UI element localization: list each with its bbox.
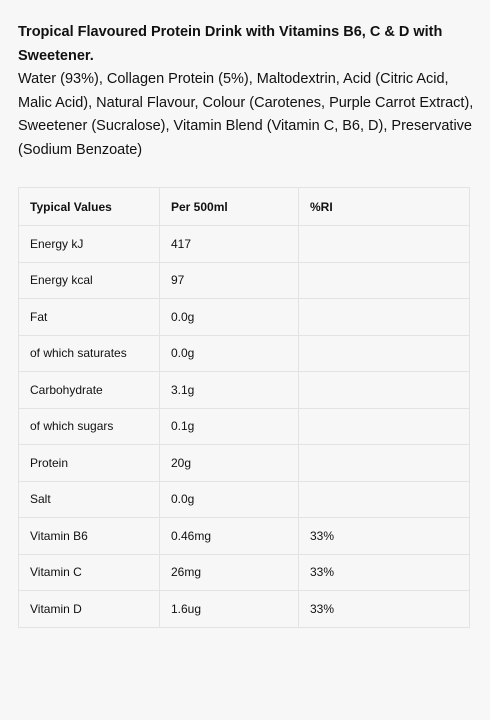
nutrient-value: 26mg [160, 554, 299, 591]
nutrition-table [18, 187, 470, 628]
nutrient-value: 0.0g [160, 299, 299, 336]
nutrient-name: Vitamin D [19, 591, 160, 628]
nutrient-ri [299, 408, 470, 445]
nutrient-value: 0.46mg [160, 518, 299, 555]
nutrient-ri [299, 481, 470, 518]
header-per-500ml: Per 500ml [160, 188, 299, 226]
table-row [19, 335, 470, 372]
nutrient-value: 20g [160, 445, 299, 482]
nutrient-name: of which sugars [19, 408, 160, 445]
nutrient-ri [299, 445, 470, 482]
product-info [18, 20, 474, 162]
nutrient-value: 3.1g [160, 372, 299, 409]
nutrient-name: Fat [19, 299, 160, 336]
header-typical-values: Typical Values [19, 188, 160, 226]
nutrient-ri: 33% [299, 591, 470, 628]
table-row [19, 262, 470, 299]
nutrient-name: Carbohydrate [19, 372, 160, 409]
nutrient-value: 0.1g [160, 408, 299, 445]
nutrient-ri [299, 299, 470, 336]
nutrient-name: Vitamin C [19, 554, 160, 591]
nutrient-name: Energy kcal [19, 262, 160, 299]
nutrient-ri: 33% [299, 518, 470, 555]
nutrient-name: Vitamin B6 [19, 518, 160, 555]
nutrient-ri [299, 335, 470, 372]
table-row [19, 372, 470, 409]
nutrient-name: Salt [19, 481, 160, 518]
table-row [19, 591, 470, 628]
ingredients-text: Water (93%), Collagen Protein (5%), Maltodextrin, Acid (Citric Acid, Malic Acid), Natural Flavour, Colour (Carotenes, Purple Carrot Extract), Sweetener (Sucralose), Vitamin Blend (Vitamin C, B6, D), Preservative (Sodium Benzoate) [18, 71, 474, 158]
table-row [19, 481, 470, 518]
table-row [19, 518, 470, 555]
nutrient-ri [299, 226, 470, 263]
table-row [19, 408, 470, 445]
nutrient-name: of which saturates [19, 335, 160, 372]
product-title: Tropical Flavoured Protein Drink with Vitamins B6, C & D with Sweetener. [18, 24, 443, 64]
nutrient-ri [299, 372, 470, 409]
nutrient-value: 0.0g [160, 481, 299, 518]
table-row [19, 226, 470, 263]
header-ri: %RI [299, 188, 470, 226]
nutrient-value: 417 [160, 226, 299, 263]
nutrient-name: Protein [19, 445, 160, 482]
nutrient-value: 0.0g [160, 335, 299, 372]
nutrient-name: Energy kJ [19, 226, 160, 263]
nutrient-ri [299, 262, 470, 299]
nutrient-value: 97 [160, 262, 299, 299]
table-row [19, 299, 470, 336]
table-row [19, 554, 470, 591]
nutrient-ri: 33% [299, 554, 470, 591]
table-header-row [19, 188, 470, 226]
table-row [19, 445, 470, 482]
nutrient-value: 1.6ug [160, 591, 299, 628]
